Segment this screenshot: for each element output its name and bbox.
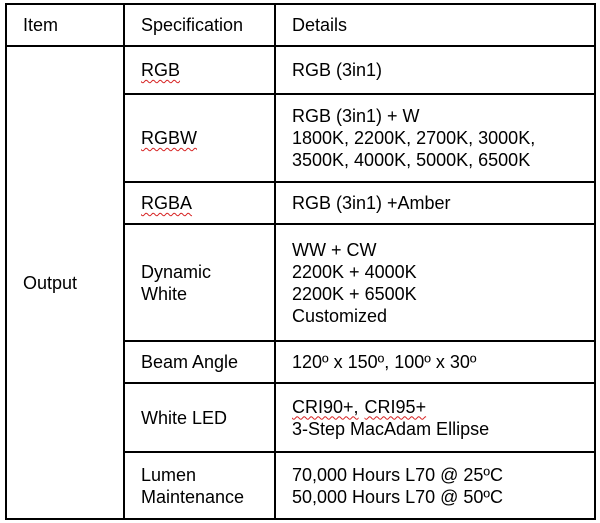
details-line: RGB (3in1): [292, 60, 383, 80]
spec-label: White: [141, 283, 188, 304]
spec-cell: [124, 224, 275, 341]
details-cell: [275, 182, 595, 224]
details-cell: [275, 341, 595, 383]
spec-label: RGBA: [141, 193, 193, 213]
spec-cell: [124, 46, 275, 94]
details-line: 50,000 Hours L70 @ 50ºC: [292, 486, 503, 507]
details-part: CRI90+,: [292, 396, 359, 417]
spec-cell: [124, 383, 275, 452]
details-cell: [275, 452, 595, 519]
spec-label: Maintenance: [141, 486, 245, 507]
spec-label: Beam Angle: [141, 352, 239, 372]
spec-cell: [124, 452, 275, 519]
spec-table: [5, 3, 596, 520]
spec-label: Lumen: [141, 464, 197, 485]
details-cell: [275, 383, 595, 452]
details-line: [292, 396, 594, 418]
details-cell: [275, 224, 595, 341]
header-row: [6, 4, 595, 46]
spec-label: Dynamic: [141, 261, 212, 282]
details-line: WW + CW: [292, 239, 377, 260]
details-line: Customized: [292, 305, 388, 326]
details-cell: [275, 94, 595, 182]
details-line: 3500K, 4000K, 5000K, 6500K: [292, 150, 531, 170]
spec-cell: [124, 341, 275, 383]
table-row: [6, 46, 595, 94]
details-line: 3-Step MacAdam Ellipse: [292, 418, 490, 439]
header-specification: Specification: [124, 4, 275, 46]
details-part: CRI95+: [364, 396, 427, 417]
details-cell: [275, 46, 595, 94]
details-line: 1800K, 2200K, 2700K, 3000K,: [292, 128, 536, 148]
details-line: 2200K + 6500K: [292, 283, 417, 304]
details-line: 70,000 Hours L70 @ 25ºC: [292, 464, 503, 485]
header-details: Details: [275, 4, 595, 46]
item-output: Output: [6, 46, 124, 519]
spec-label: RGB: [141, 60, 181, 80]
spec-label: White LED: [141, 407, 228, 428]
spec-cell: [124, 94, 275, 182]
details-line: RGB (3in1) +Amber: [292, 193, 451, 213]
header-item: Item: [6, 4, 124, 46]
details-line: RGB (3in1) + W: [292, 106, 420, 126]
spec-label: RGBW: [141, 128, 197, 148]
details-line: 120º x 150º, 100º x 30º: [292, 352, 477, 372]
details-line: 2200K + 4000K: [292, 261, 417, 282]
spec-cell: [124, 182, 275, 224]
